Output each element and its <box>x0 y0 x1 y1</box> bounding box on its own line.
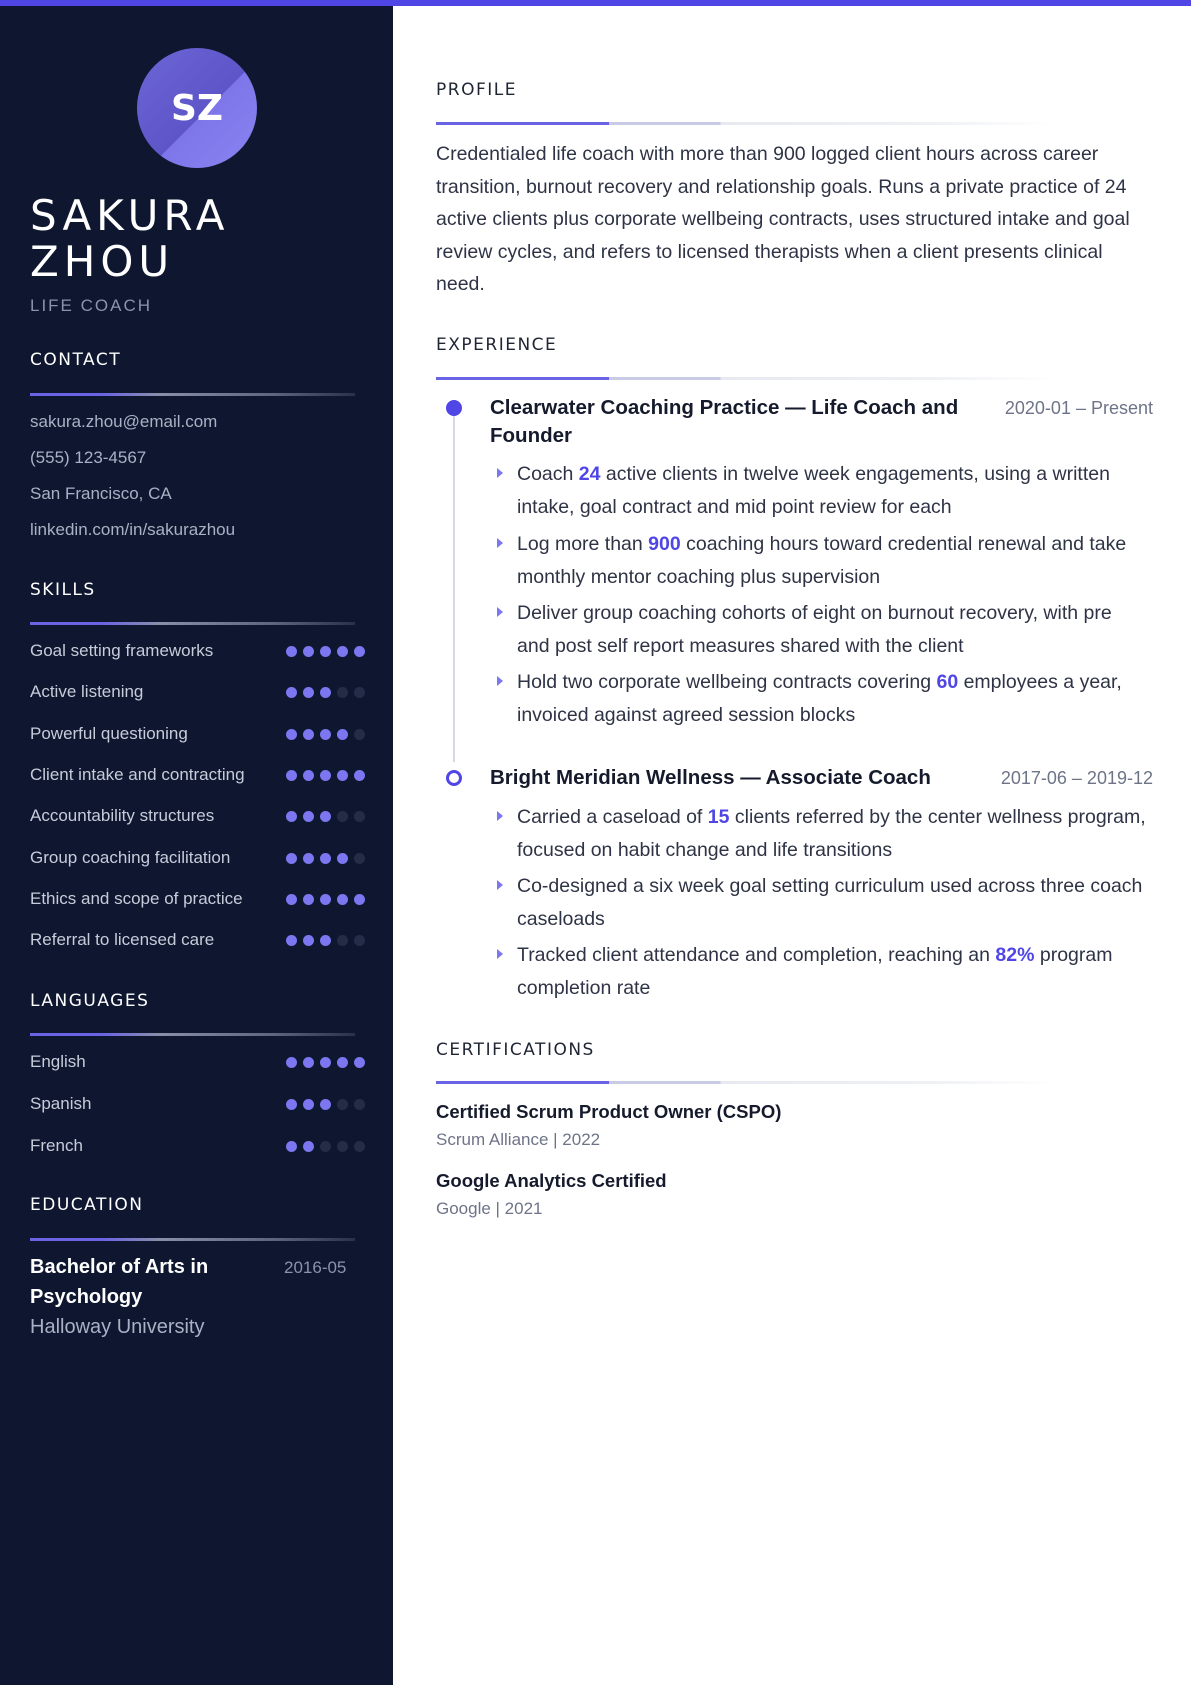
job-role: LIFE COACH <box>30 296 153 315</box>
rating-dot-filled <box>337 853 348 864</box>
job-title: Bright Meridian Wellness — Associate Coach <box>490 766 931 789</box>
contact-divider <box>30 393 355 396</box>
skill-rating <box>286 770 365 781</box>
skill-label: Ethics and scope of practice <box>30 888 243 908</box>
job-bullet: Deliver group coaching cohorts of eight on burnout recovery, with pre and post self report measures shared with the client <box>517 602 1112 657</box>
timeline-dot-past <box>446 770 462 786</box>
skill-row <box>30 765 365 787</box>
rating-dot-filled <box>320 646 331 657</box>
skill-row <box>30 724 365 746</box>
rating-dot-filled <box>286 646 297 657</box>
skill-row <box>30 806 365 828</box>
skill-rating <box>286 646 365 657</box>
language-rating <box>286 1141 365 1152</box>
rating-dot-filled <box>286 1141 297 1152</box>
contact-phone[interactable]: (555) 123-4567 <box>30 448 147 467</box>
rating-dot-filled <box>354 770 365 781</box>
top-accent-bar <box>0 0 1191 6</box>
rating-dot-filled <box>320 729 331 740</box>
timeline-dot-current <box>446 400 462 416</box>
language-row <box>30 1136 365 1158</box>
skill-label: Referral to licensed care <box>30 930 215 950</box>
skill-label: Group coaching facilitation <box>30 847 231 867</box>
rating-dot-empty <box>337 811 348 822</box>
education-heading: EDUCATION <box>30 1195 144 1215</box>
skill-rating <box>286 853 365 864</box>
job-date: 2020-01 – Present <box>1004 398 1153 418</box>
job-title: Clearwater Coaching Practice — Life Coach and Founder <box>490 396 959 447</box>
skill-row <box>30 682 365 704</box>
sidebar <box>0 0 393 1685</box>
rating-dot-filled <box>303 811 314 822</box>
skill-rating <box>286 687 365 698</box>
skill-row <box>30 930 365 952</box>
job-date: 2017-06 – 2019-12 <box>1000 768 1153 788</box>
profile-divider <box>436 122 1054 125</box>
bullet-marker <box>497 676 503 686</box>
rating-dot-filled <box>303 1057 314 1068</box>
rating-dot-filled <box>354 646 365 657</box>
skill-label: Goal setting frameworks <box>30 641 214 660</box>
job-bullet: Tracked client attendance and completion, reaching an 82% program completion rate <box>517 944 1113 999</box>
rating-dot-filled <box>303 853 314 864</box>
rating-dot-empty <box>354 1141 365 1152</box>
job-bullet: Carried a caseload of 15 clients referred by the center wellness program, focused on habit change and life transitions <box>517 806 1146 861</box>
name-line-1: SAKURA <box>30 191 230 240</box>
education-divider <box>30 1238 355 1241</box>
bullet-marker <box>497 880 503 890</box>
rating-dot-filled <box>320 1057 331 1068</box>
language-label: Spanish <box>30 1094 92 1113</box>
bullet-marker <box>497 949 503 959</box>
rating-dot-filled <box>337 646 348 657</box>
bullet-marker <box>497 607 503 617</box>
bullet-marker <box>497 468 503 478</box>
rating-dot-empty <box>354 1099 365 1110</box>
rating-dot-filled <box>286 687 297 698</box>
rating-dot-filled <box>337 1057 348 1068</box>
certification-meta: Scrum Alliance | 2022 <box>436 1130 601 1149</box>
person-name <box>30 193 370 285</box>
language-label: English <box>30 1052 86 1071</box>
rating-dot-filled <box>303 770 314 781</box>
rating-dot-filled <box>303 1141 314 1152</box>
skill-rating <box>286 935 365 946</box>
rating-dot-filled <box>354 1057 365 1068</box>
rating-dot-filled <box>337 770 348 781</box>
rating-dot-filled <box>303 687 314 698</box>
contact-location: San Francisco, CA <box>30 484 172 503</box>
contact-linkedin[interactable]: linkedin.com/in/sakurazhou <box>30 520 236 539</box>
timeline-line <box>453 408 455 762</box>
skill-row <box>30 848 365 870</box>
education-date: 2016-05 <box>284 1258 347 1277</box>
skill-label: Active listening <box>30 682 144 702</box>
skills-divider <box>30 622 355 625</box>
language-rating <box>286 1099 365 1110</box>
rating-dot-filled <box>286 894 297 905</box>
skill-rating <box>286 894 365 905</box>
language-row <box>30 1052 365 1074</box>
job-bullet: Co-designed a six week goal setting curriculum used across three coach caseloads <box>517 875 1143 930</box>
job-bullet: Hold two corporate wellbeing contracts covering 60 employees a year, invoiced against agreed session blocks <box>517 671 1122 726</box>
certification-name: Certified Scrum Product Owner (CSPO) <box>436 1101 782 1122</box>
rating-dot-empty <box>320 1141 331 1152</box>
language-label: French <box>30 1136 83 1155</box>
avatar <box>137 48 257 168</box>
education-school: Halloway University <box>30 1316 205 1338</box>
skill-rating <box>286 729 365 740</box>
rating-dot-empty <box>354 687 365 698</box>
bullet-marker <box>497 811 503 821</box>
rating-dot-empty <box>337 935 348 946</box>
rating-dot-filled <box>320 811 331 822</box>
skill-label: Client intake and contracting <box>30 764 245 784</box>
rating-dot-filled <box>320 1099 331 1110</box>
skill-label: Powerful questioning <box>30 723 188 743</box>
education-degree: Bachelor of Arts in Psychology <box>30 1256 209 1308</box>
avatar-initials: SZ <box>170 87 224 129</box>
rating-dot-filled <box>303 1099 314 1110</box>
rating-dot-empty <box>337 687 348 698</box>
rating-dot-filled <box>320 687 331 698</box>
bullet-marker <box>497 538 503 548</box>
rating-dot-filled <box>320 853 331 864</box>
rating-dot-filled <box>303 729 314 740</box>
rating-dot-filled <box>354 894 365 905</box>
skill-rating <box>286 811 365 822</box>
rating-dot-filled <box>303 935 314 946</box>
job-bullet: Coach 24 active clients in twelve week engagements, using a written intake, goal contract and mid point review for each <box>517 463 1110 518</box>
contact-heading: CONTACT <box>30 350 122 370</box>
rating-dot-filled <box>320 894 331 905</box>
rating-dot-empty <box>337 1141 348 1152</box>
rating-dot-empty <box>354 853 365 864</box>
experience-divider <box>436 377 1054 380</box>
rating-dot-filled <box>286 770 297 781</box>
language-rating <box>286 1057 365 1068</box>
contact-email[interactable]: sakura.zhou@email.com <box>30 412 218 431</box>
experience-heading: EXPERIENCE <box>436 335 558 355</box>
rating-dot-filled <box>303 646 314 657</box>
rating-dot-filled <box>286 1057 297 1068</box>
languages-heading: LANGUAGES <box>30 991 150 1011</box>
job-bullet: Log more than 900 coaching hours toward credential renewal and take monthly mentor coaching plus supervision <box>517 533 1127 588</box>
rating-dot-filled <box>286 729 297 740</box>
skill-row <box>30 889 365 911</box>
languages-divider <box>30 1033 355 1036</box>
certifications-divider <box>436 1081 1054 1084</box>
certification-meta: Google | 2021 <box>436 1199 543 1218</box>
certifications-heading: CERTIFICATIONS <box>436 1040 595 1060</box>
profile-summary: Credentialed life coach with more than 900 logged client hours across career transition, burnout recovery and relationship goals. Runs a private practice of 24 active clients plus corporate wellbeing contracts, uses structured intake and goal review cycles, and refers to licensed therapists when a client presents clinical need. <box>436 143 1130 295</box>
rating-dot-filled <box>286 935 297 946</box>
rating-dot-filled <box>337 894 348 905</box>
rating-dot-empty <box>354 729 365 740</box>
rating-dot-filled <box>320 935 331 946</box>
language-row <box>30 1094 365 1116</box>
skill-label: Accountability structures <box>30 806 215 826</box>
rating-dot-filled <box>303 894 314 905</box>
name-line-2: ZHOU <box>30 237 175 286</box>
rating-dot-empty <box>337 1099 348 1110</box>
rating-dot-filled <box>286 1099 297 1110</box>
rating-dot-filled <box>286 811 297 822</box>
rating-dot-filled <box>286 853 297 864</box>
certification-name: Google Analytics Certified <box>436 1170 667 1191</box>
skills-heading: SKILLS <box>30 580 96 600</box>
rating-dot-filled <box>337 729 348 740</box>
rating-dot-filled <box>320 770 331 781</box>
rating-dot-empty <box>354 811 365 822</box>
skill-row <box>30 641 365 663</box>
profile-heading: PROFILE <box>436 80 517 100</box>
rating-dot-empty <box>354 935 365 946</box>
